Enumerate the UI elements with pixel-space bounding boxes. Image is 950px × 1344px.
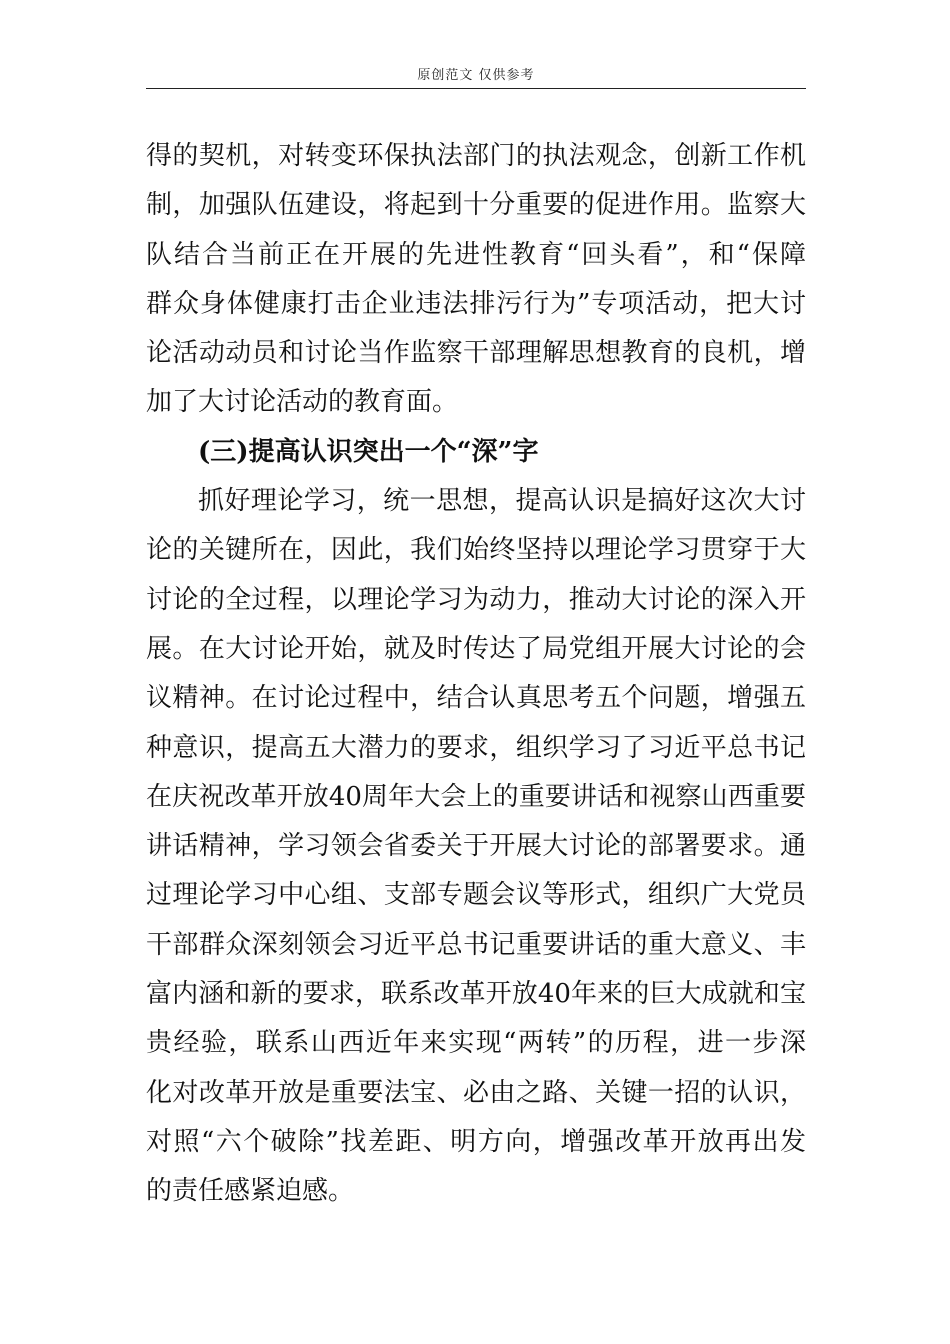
text-line: 展。在大讨论开始，就及时传达了局党组开展大讨论的会 — [146, 633, 806, 664]
text-line: 得的契机，对转变环保执法部门的执法观念，创新工作机 — [146, 141, 806, 171]
document-body — [146, 132, 806, 1217]
text-line: 论的关键所在，因此，我们始终坚持以理论学习贯穿于大 — [146, 535, 806, 566]
text-line: 过理论学习中心组、支部专题会议等形式，组织广大党员 — [146, 880, 806, 911]
text-line: 讲话精神，学习领会省委关于开展大讨论的部署要求。通 — [146, 831, 806, 862]
text-line: 干部群众深刻领会习近平总书记重要讲话的重大意义、丰 — [146, 929, 806, 960]
text-line: 议精神。在讨论过程中，结合认真思考五个问题，增强五 — [146, 683, 806, 714]
text-line: 种意识，提高五大潜力的要求，组织学习了习近平总书记 — [146, 732, 806, 763]
text-line: 群众身体健康打击企业违法排污行为”专项活动，把大讨 — [146, 288, 806, 319]
text-line: 化对改革开放是重要法宝、必由之路、关键一招的认识， — [146, 1077, 806, 1108]
text-line: 论活动动员和讨论当作监察干部理解思想教育的良机，增 — [146, 338, 806, 369]
text-line: 制，加强队伍建设，将起到十分重要的促进作用。监察大 — [146, 190, 806, 221]
header-text: 原创范文 仅供参考 — [417, 68, 535, 83]
section-heading: (三)提高认识突出一个“深”字 — [198, 436, 539, 467]
text-line: 贵经验，联系山西近年来实现“两转”的历程，进一步深 — [146, 1028, 806, 1059]
text-line: 的责任感紧迫感。 — [146, 1176, 355, 1207]
text-line: 队结合当前正在开展的先进性教育“回头看”，和“保障 — [146, 239, 806, 270]
page-header — [146, 64, 806, 89]
text-line: 抓好理论学习，统一思想，提高认识是搞好这次大讨 — [198, 486, 806, 517]
text-line: 富内涵和新的要求，联系改革开放40年来的巨大成就和宝 — [146, 979, 806, 1010]
paragraph-1 — [146, 132, 806, 428]
text-line: 在庆祝改革开放40周年大会上的重要讲话和视察山西重要 — [146, 781, 806, 812]
text-line: 讨论的全过程，以理论学习为动力，推动大讨论的深入开 — [146, 584, 806, 615]
text-line: 加了大讨论活动的教育面。 — [146, 387, 459, 418]
text-line: 对照“六个破除”找差距、明方向，增强改革开放再出发 — [146, 1126, 806, 1157]
paragraph-2 — [146, 477, 806, 1216]
